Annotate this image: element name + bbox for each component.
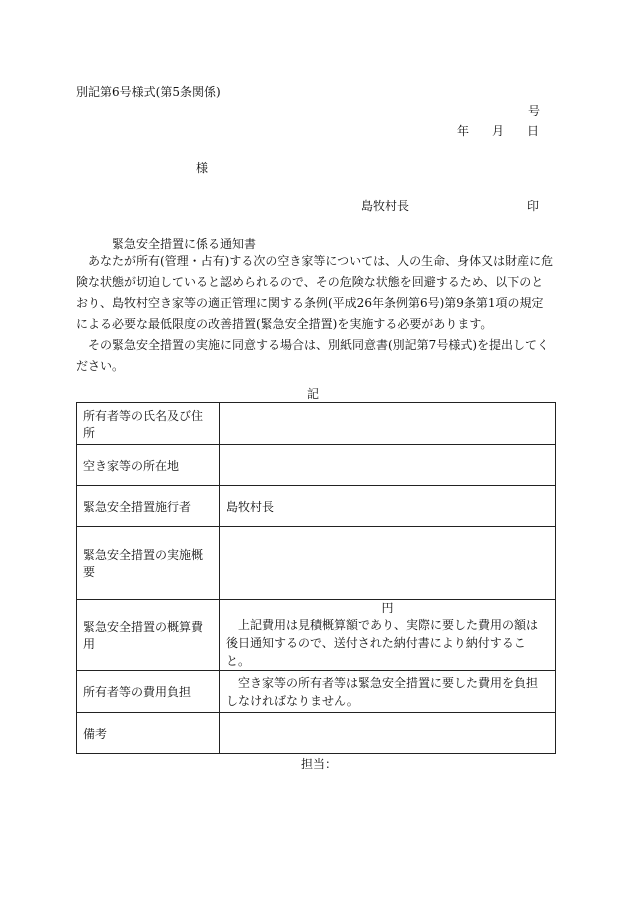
row-label-location: 空き家等の所在地 [77,445,220,486]
table-row [77,486,556,527]
cost-note: 上記費用は見積概算額であり、実際に要した費用の額は後日通知するので、送付された納付書により納付すること。 [226,618,539,668]
row-label-owner: 所有者等の氏名及び住所 [77,403,220,445]
row-label-summary: 緊急安全措置の実施概要 [77,527,220,600]
form-id: 別記第6号様式(第5条関係) [76,85,221,99]
body-paragraph-1: あなたが所有(管理・占有)する次の空き家等については、人の生命、身体又は財産に危険な状態が切迫していると認められるので、その危険な状態を回避するため、以下のとおり、島牧村空き家等の適正管理に関する条例(平成26年条例第6号)第9条第1項の規定による必要な最低限度の改善措置(緊急安全措置)を実施する必要があります。 [76,254,554,331]
row-value-summary [220,527,556,600]
row-label-remarks: 備考 [77,713,220,754]
date-day: 日 [527,124,540,138]
cost-yen-unit: 円 [381,601,394,615]
seal-mark: 印 [527,199,540,213]
table-row [77,403,556,445]
details-table [76,402,556,754]
table-row [77,713,556,754]
date-month: 月 [492,124,505,138]
addressee-suffix: 様 [196,161,209,175]
date-year: 年 [457,124,470,138]
table-row [77,527,556,600]
row-value-remarks [220,713,556,754]
ki-heading: 記 [307,387,320,401]
row-label-burden: 所有者等の費用負担 [77,671,220,713]
row-value-location [220,445,556,486]
table-row [77,445,556,486]
row-label-executor: 緊急安全措置施行者 [77,486,220,527]
table-row [77,600,556,671]
number-label: 号 [528,104,541,118]
row-value-burden: 空き家等の所有者等は緊急安全措置に要した費用を負担しなければなりません。 [220,671,556,713]
table-row [77,671,556,713]
body-paragraph-2: その緊急安全措置の実施に同意する場合は、別紙同意書(別記第7号様式)を提出してください。 [76,338,550,373]
contact-label: 担当： [301,757,338,771]
row-value-executor: 島牧村長 [220,486,556,527]
row-value-owner [220,403,556,445]
row-label-cost: 緊急安全措置の概算費用 [77,600,220,671]
row-value-cost [220,600,556,671]
sender-name: 島牧村長 [361,199,410,213]
document-title: 緊急安全措置に係る通知書 [112,237,257,251]
